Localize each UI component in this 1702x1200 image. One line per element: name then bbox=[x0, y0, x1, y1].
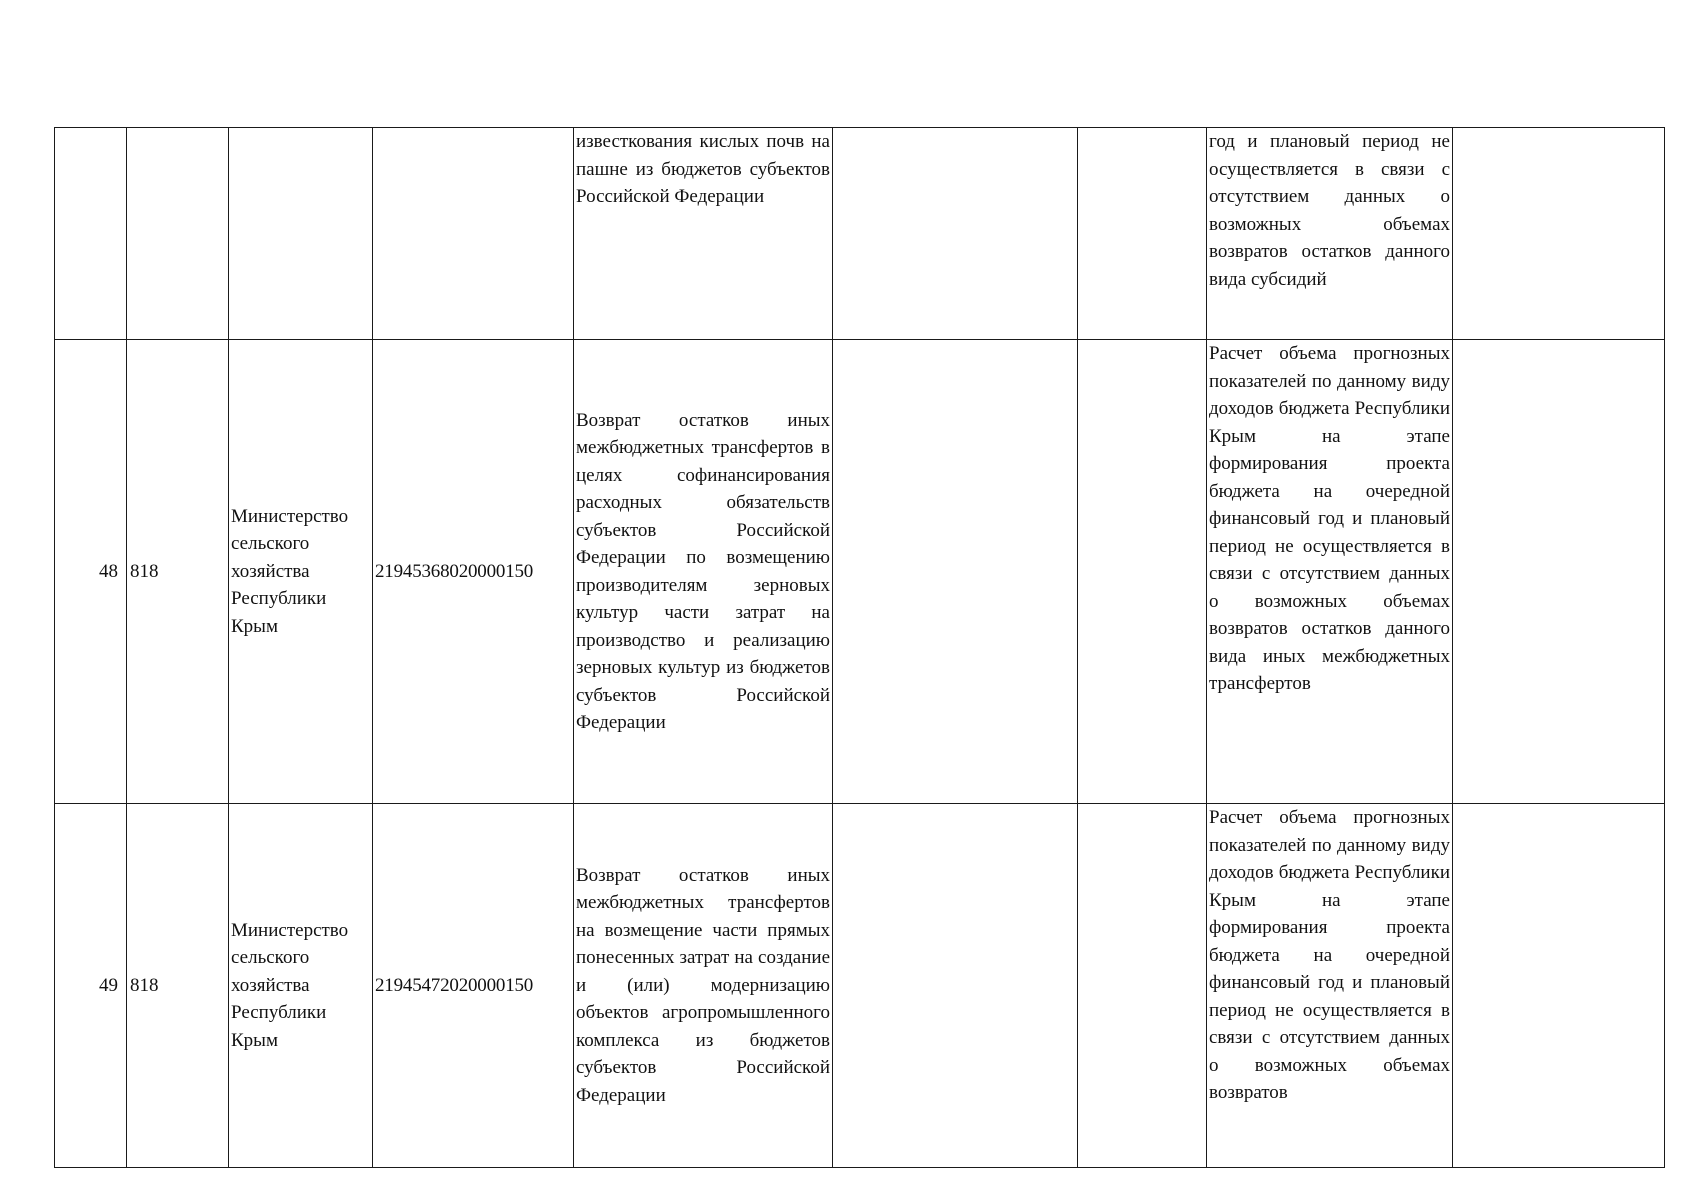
table-row bbox=[55, 340, 1665, 804]
revenue-name-cell: Возврат остатков иных межбюджетных трансфертов в целях софинансирования расходных обязательств субъектов Российской Федерации по возмещению производителям зерновых культур части затрат на производство и реализацию зерновых культур из бюджетов субъектов Российской Федерации bbox=[574, 340, 833, 804]
column-9-cell bbox=[1453, 804, 1665, 1168]
admin-code-cell bbox=[127, 128, 229, 340]
column-7-cell bbox=[1078, 340, 1207, 804]
kbk-code-cell bbox=[373, 128, 574, 340]
table-row bbox=[55, 128, 1665, 340]
calculation-method-cell: Расчет объема прогнозных показателей по данному виду доходов бюджета Республики Крым на этапе формирования проекта бюджета на очередной финансовый год и плановый период не осуществляется в связи с отсутствием данных о возможных объемах возвратов bbox=[1207, 804, 1453, 1168]
column-7-cell bbox=[1078, 128, 1207, 340]
column-6-cell bbox=[833, 340, 1078, 804]
administrator-cell: Министерство сельского хозяйства Республики Крым bbox=[229, 804, 373, 1168]
kbk-code-cell: 21945368020000150 bbox=[373, 340, 574, 804]
calculation-method-cell: Расчет объема прогнозных показателей по данному виду доходов бюджета Республики Крым на этапе формирования проекта бюджета на очередной финансовый год и плановый период не осуществляется в связи с отсутствием данных о возможных объемах возвратов остатков данного вида иных межбюджетных трансфертов bbox=[1207, 340, 1453, 804]
revenue-name-cell: Возврат остатков иных межбюджетных трансфертов на возмещение части прямых понесенных затрат на создание и (или) модернизацию объектов агропромышленного комплекса из бюджетов субъектов Российской Федерации bbox=[574, 804, 833, 1168]
revenue-name-cell: известкования кислых почв на пашне из бюджетов субъектов Российской Федерации bbox=[574, 128, 833, 340]
column-7-cell bbox=[1078, 804, 1207, 1168]
kbk-code-cell: 21945472020000150 bbox=[373, 804, 574, 1168]
column-6-cell bbox=[833, 128, 1078, 340]
column-9-cell bbox=[1453, 340, 1665, 804]
column-6-cell bbox=[833, 804, 1078, 1168]
column-9-cell bbox=[1453, 128, 1665, 340]
calculation-method-cell: год и плановый период не осуществляется в связи с отсутствием данных о возможных объемах возвратов остатков данного вида субсидий bbox=[1207, 128, 1453, 340]
row-number-cell bbox=[55, 128, 127, 340]
row-number-cell: 48 bbox=[55, 340, 127, 804]
administrator-cell: Министерство сельского хозяйства Республики Крым bbox=[229, 340, 373, 804]
admin-code-cell: 818 bbox=[127, 340, 229, 804]
admin-code-cell: 818 bbox=[127, 804, 229, 1168]
row-number-cell: 49 bbox=[55, 804, 127, 1168]
administrator-cell bbox=[229, 128, 373, 340]
table-row bbox=[55, 804, 1665, 1168]
revenue-forecast-table bbox=[54, 127, 1665, 1168]
